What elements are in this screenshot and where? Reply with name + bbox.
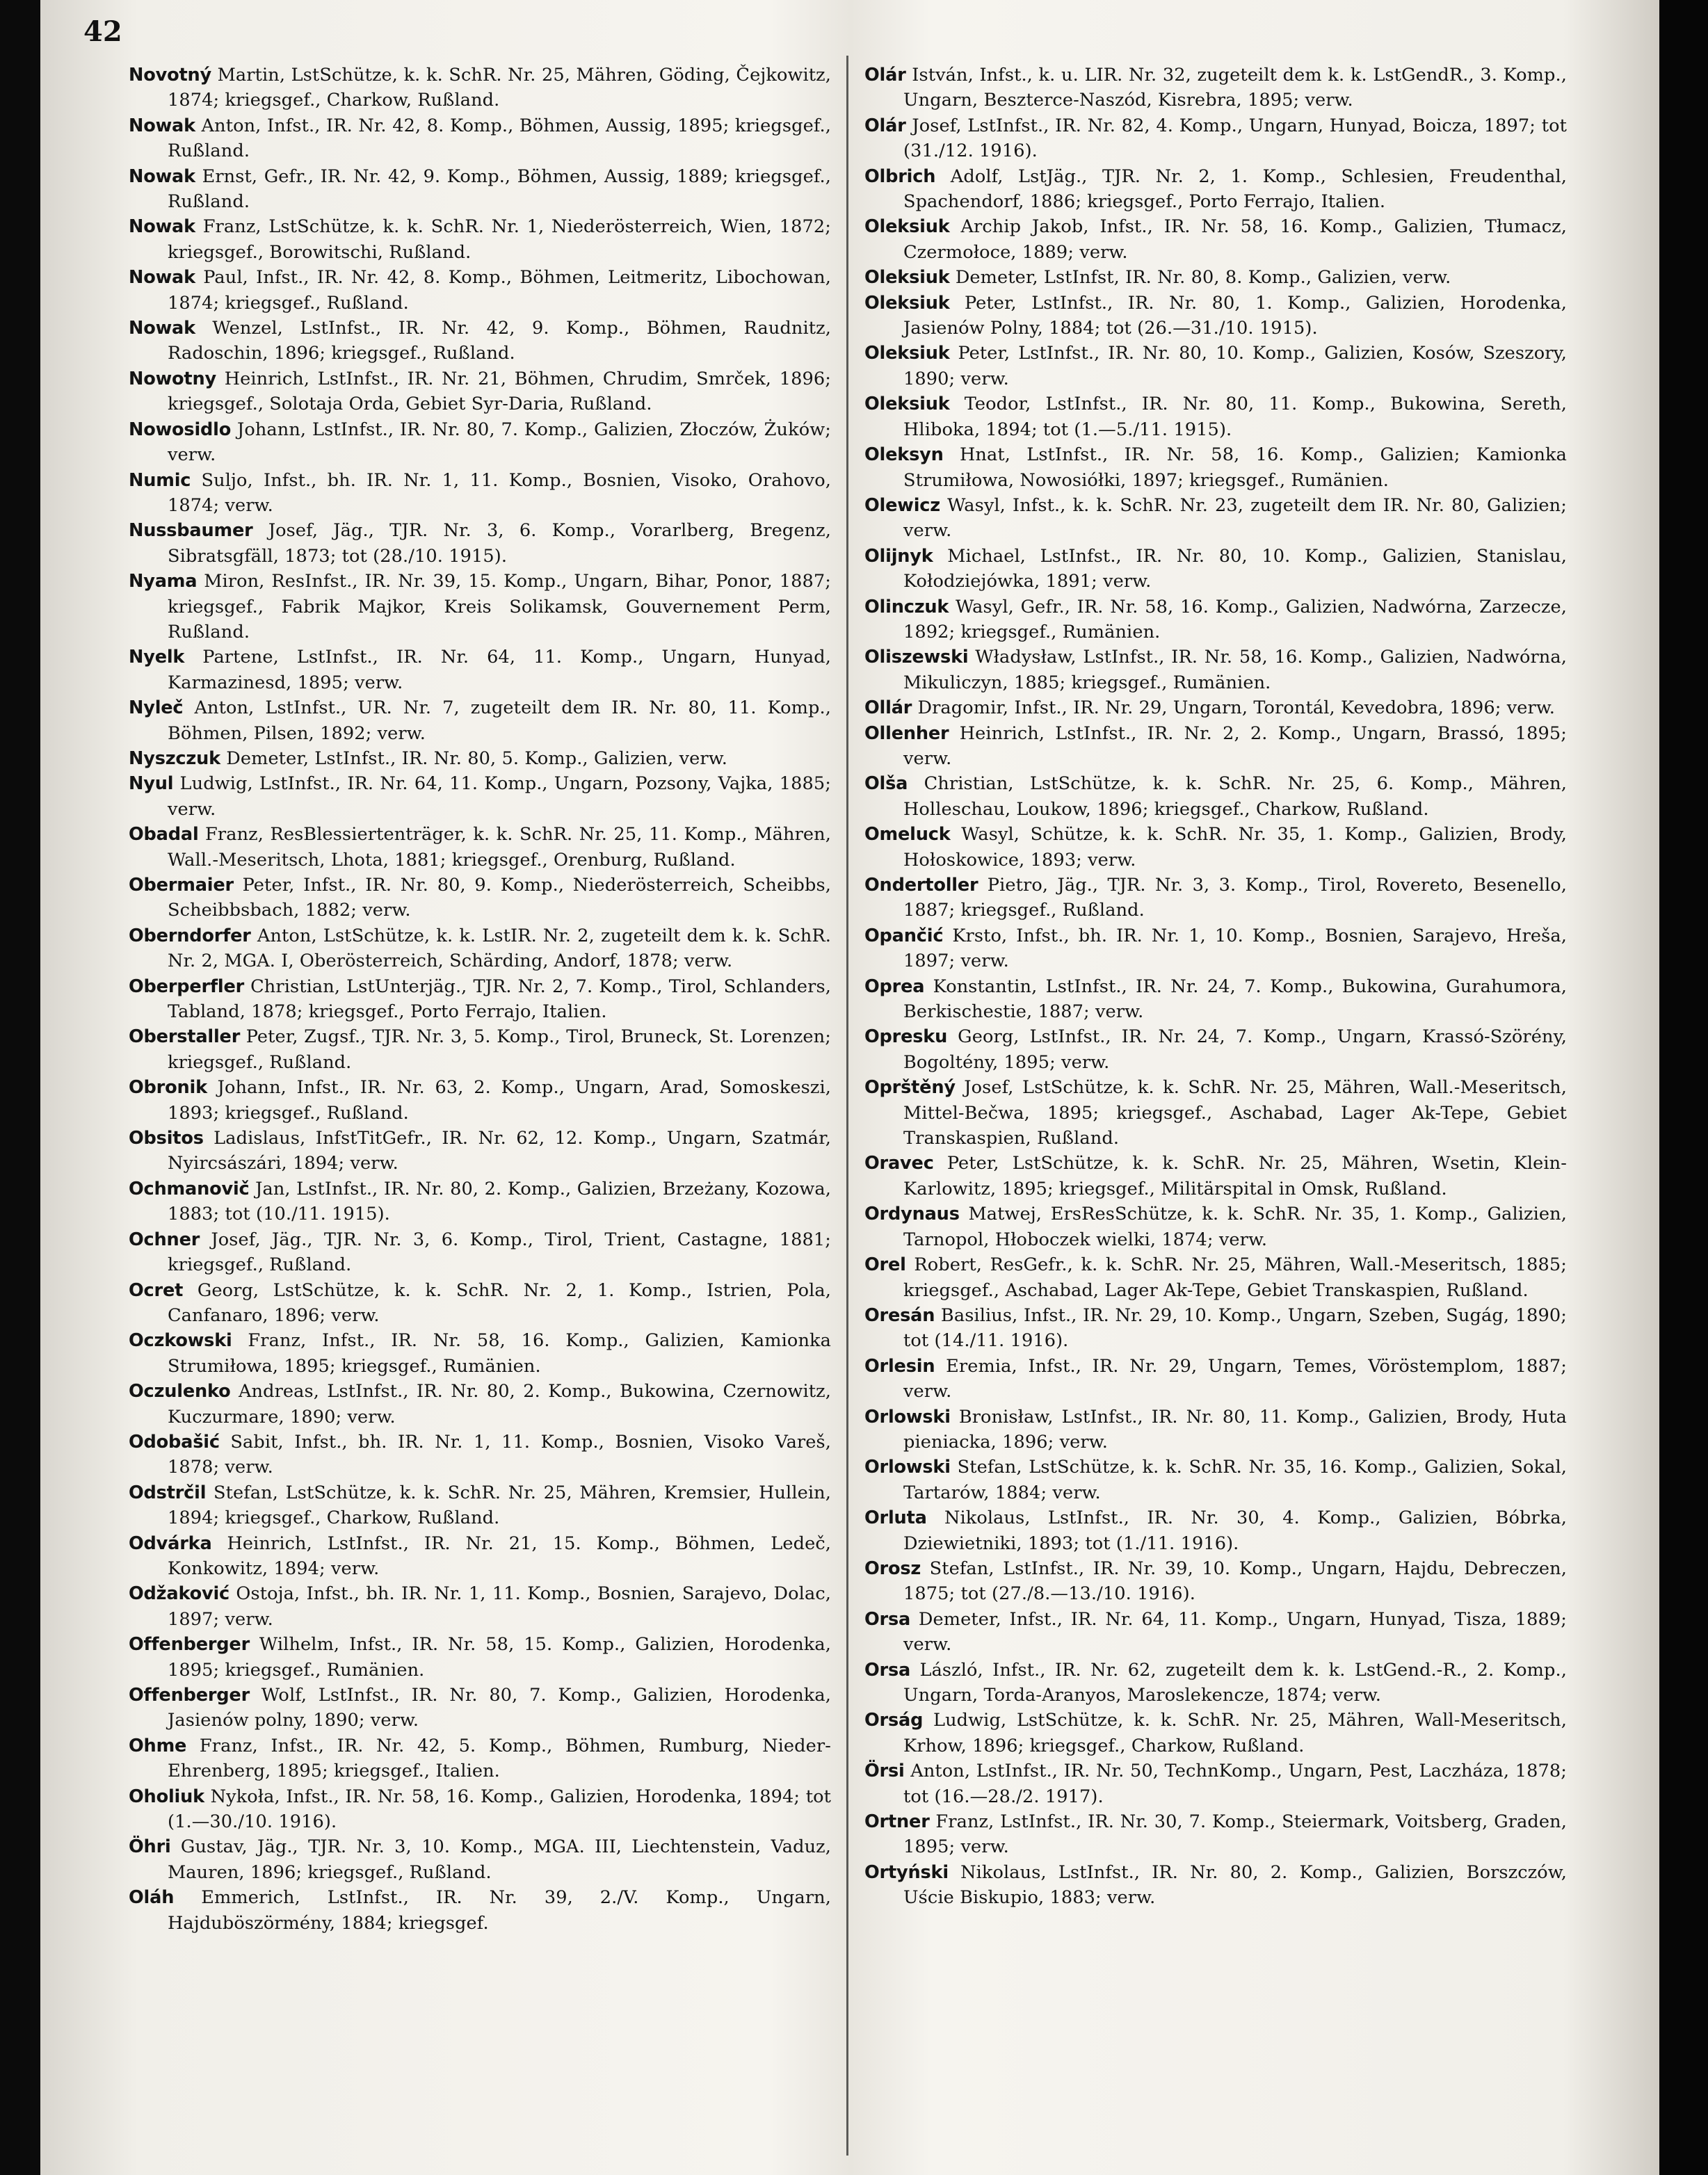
entry-details: Heinrich, LstInfst., IR. Nr. 21, 15. Komp., Böhmen, Ledeč, Konkowitz, 1894; verw. — [168, 1533, 831, 1579]
entry-details: Nikolaus, LstInfst., IR. Nr. 80, 2. Komp., Galizien, Borszczów, Uście Biskupio, 1883; verw. — [903, 1861, 1567, 1909]
entry-surname: Oholiuk — [129, 1786, 204, 1807]
entry-details: Bronisław, LstInfst., IR. Nr. 80, 11. Komp., Galizien, Brody, Huta pieniacka, 1896; verw. — [903, 1406, 1567, 1453]
entry-details: Josef, LstSchütze, k. k. SchR. Nr. 25, Mähren, Wall.-Meseritsch, Mittel-Bečwa, 1895; kriegsgef., Aschabad, Lager Ak-Tepe, Gebiet Transkaspien, Rußland. — [903, 1077, 1567, 1149]
entry-details: Matwej, ErsResSchütze, k. k. SchR. Nr. 35, 1. Komp., Galizien, Tarnopol, Hłoboczek wielki, 1874; verw. — [903, 1204, 1567, 1250]
entry-surname: Oleksiuk — [864, 216, 950, 238]
entry-surname: Orosz — [864, 1558, 921, 1579]
entry-surname: Ochner — [129, 1229, 200, 1250]
entry-details: Franz, LstSchütze, k. k. SchR. Nr. 1, Niederösterreich, Wien, 1872; kriegsgef., Borowitschi, Rußland. — [168, 216, 831, 263]
entry-details: Archip Jakob, Infst., IR. Nr. 58, 16. Komp., Galizien, Tłumacz, Czermołoce, 1889; verw. — [903, 216, 1567, 263]
entry-details: Basilius, Infst., IR. Nr. 29, 10. Komp., Ungarn, Szeben, Sugág, 1890; tot (14./11. 1916). — [903, 1304, 1567, 1352]
entry-surname: Orlowski — [864, 1406, 951, 1428]
entry-details: Wasyl, Gefr., IR. Nr. 58, 16. Komp., Galizien, Nadwórna, Zarzecze, 1892; kriegsgef., Rumänien. — [903, 596, 1567, 642]
entry-details: Emmerich, LstInfst., IR. Nr. 39, 2./V. Komp., Ungarn, Hajduböszörmény, 1884; kriegsgef. — [168, 1887, 831, 1934]
list-item — [129, 366, 831, 417]
list-item — [129, 1581, 831, 1632]
entry-surname: Ocret — [129, 1279, 184, 1301]
list-item — [129, 569, 831, 645]
entry-details: Sabit, Infst., bh. IR. Nr. 1, 11. Komp., Bosnien, Visoko Vareš, 1878; verw. — [168, 1431, 831, 1478]
entry-surname: Nowak — [129, 165, 195, 187]
list-item — [129, 316, 831, 366]
list-item — [129, 113, 831, 164]
scan-edge — [1659, 0, 1708, 2175]
list-item — [864, 1860, 1567, 1911]
entry-details: Michael, LstInfst., IR. Nr. 80, 10. Komp., Galizien, Stanislau, Kołodziejówka, 1891; verw. — [903, 545, 1567, 592]
list-item — [864, 544, 1567, 595]
entry-surname: Ohme — [129, 1735, 187, 1756]
left-column — [129, 63, 831, 1936]
list-item — [129, 1177, 831, 1227]
list-item — [129, 1075, 831, 1126]
list-item — [129, 1480, 831, 1531]
entry-details: Franz, Infst., IR. Nr. 42, 5. Komp., Böhmen, Rumburg, Nieder-Ehrenberg, 1895; kriegsgef., Italien. — [168, 1735, 831, 1782]
entry-details: Eremia, Infst., IR. Nr. 29, Ungarn, Temes, Vöröstemplom, 1887; verw. — [903, 1355, 1567, 1402]
entry-surname: Nyama — [129, 571, 198, 592]
entry-surname: Oliszewski — [864, 647, 969, 668]
list-item — [864, 214, 1567, 265]
entry-surname: Orlesin — [864, 1355, 935, 1377]
entry-surname: Opančić — [864, 925, 944, 946]
list-item — [864, 1607, 1567, 1658]
entry-details: Nykoła, Infst., IR. Nr. 58, 16. Komp., Galizien, Horodenka, 1894; tot (1.—30./10. 1916). — [168, 1786, 831, 1833]
list-item — [864, 1455, 1567, 1505]
entry-surname: Olijnyk — [864, 545, 933, 567]
list-item — [129, 1227, 831, 1278]
entry-surname: Nowak — [129, 115, 195, 136]
entry-details: Suljo, Infst., bh. IR. Nr. 1, 11. Komp., Bosnien, Visoko, Orahovo, 1874; verw. — [168, 469, 831, 516]
entry-surname: Obadal — [129, 824, 199, 846]
entry-surname: Odobašić — [129, 1431, 220, 1453]
entry-details: Robert, ResGefr., k. k. SchR. Nr. 25, Mähren, Wall.-Meseritsch, 1885; kriegsgef., Aschabad, Lager Ak-Tepe, Gebiet Transkaspien, Rußland. — [903, 1254, 1567, 1301]
entry-surname: Oczkowski — [129, 1330, 232, 1352]
entry-details: Wasyl, Infst., k. k. SchR. Nr. 23, zugeteilt dem IR. Nr. 80, Galizien; verw. — [903, 494, 1567, 542]
list-item — [129, 695, 831, 746]
entry-details: Ludwig, LstInfst., IR. Nr. 64, 11. Komp., Ungarn, Pozsony, Vajka, 1885; verw. — [168, 773, 831, 820]
entry-details: Wilhelm, Infst., IR. Nr. 58, 15. Komp., Galizien, Horodenka, 1895; kriegsgef., Rumänien. — [168, 1634, 831, 1681]
list-item — [129, 1733, 831, 1784]
entry-surname: Opresku — [864, 1026, 948, 1048]
list-item — [864, 1252, 1567, 1303]
entry-details: Miron, ResInfst., IR. Nr. 39, 15. Komp., Ungarn, Bihar, Ponor, 1887; kriegsgef., Fabrik Majkor, Kreis Solikamsk, Gouvernement Perm, Rußland. — [168, 571, 831, 642]
entry-details: Franz, Infst., IR. Nr. 58, 16. Komp., Galizien, Kamionka Strumiłowa, 1895; kriegsgef., Rumänien. — [168, 1330, 831, 1377]
entry-details: Paul, Infst., IR. Nr. 42, 8. Komp., Böhmen, Leitmeritz, Libochowan, 1874; kriegsgef., Rußland. — [168, 267, 831, 314]
entry-surname: Ochmanovič — [129, 1178, 250, 1199]
entry-details: Jan, LstInfst., IR. Nr. 80, 2. Komp., Galizien, Brzeżany, Kozowa, 1883; tot (10./11. 1915). — [168, 1178, 831, 1225]
list-item — [864, 645, 1567, 695]
list-item — [129, 1632, 831, 1683]
list-item — [864, 391, 1567, 442]
entry-details: Konstantin, LstInfst., IR. Nr. 24, 7. Komp., Bukowina, Gurahumora, Berkischestie, 1887; verw. — [903, 976, 1567, 1023]
list-item — [864, 1809, 1567, 1860]
entry-details: Johann, Infst., IR. Nr. 63, 2. Komp., Ungarn, Arad, Somoskeszi, 1893; kriegsgef., Rußland. — [168, 1077, 831, 1124]
entry-surname: Obronik — [129, 1077, 207, 1099]
list-item — [864, 595, 1567, 645]
entry-surname: Öhri — [129, 1836, 171, 1858]
entry-details: Władysław, LstInfst., IR. Nr. 58, 16. Komp., Galizien, Nadwórna, Mikuliczyn, 1885; kriegsgef., Rumänien. — [903, 647, 1567, 693]
entry-surname: Odžaković — [129, 1583, 229, 1605]
entry-details: Pietro, Jäg., TJR. Nr. 3, 3. Komp., Tirol, Rovereto, Besenello, 1887; kriegsgef., Rußland. — [903, 875, 1567, 921]
entry-details: Christian, LstUnterjäg., TJR. Nr. 2, 7. Komp., Tirol, Schlanders, Tabland, 1878; kriegsgef., Porto Ferrajo, Italien. — [168, 976, 831, 1023]
entry-details: Georg, LstSchütze, k. k. SchR. Nr. 2, 1. Komp., Istrien, Pola, Canfanaro, 1896; verw. — [168, 1279, 831, 1326]
entry-surname: Ollár — [864, 697, 912, 719]
list-item — [864, 1303, 1567, 1354]
entry-details: Gustav, Jäg., TJR. Nr. 3, 10. Komp., MGA. III, Liechtenstein, Vaduz, Mauren, 1896; kriegsgef., Rußland. — [168, 1836, 831, 1883]
entry-details: Anton, LstSchütze, k. k. LstIR. Nr. 2, zugeteilt dem k. k. SchR. Nr. 2, MGA. I, Oberösterreich, Schärding, Andorf, 1878; verw. — [168, 925, 831, 972]
list-item — [864, 695, 1567, 720]
entry-details: Hnat, LstInfst., IR. Nr. 58, 16. Komp., Galizien; Kamionka Strumiłowa, Nowosiółki, 1897; kriegsgef., Rumänien. — [903, 444, 1567, 491]
list-item — [129, 468, 831, 519]
entry-details: Anton, LstInfst., UR. Nr. 7, zugeteilt dem IR. Nr. 80, 11. Komp., Böhmen, Pilsen, 1892; verw. — [168, 697, 831, 744]
list-item — [129, 164, 831, 215]
list-item — [864, 442, 1567, 493]
entry-details: Ostoja, Infst., bh. IR. Nr. 1, 11. Komp., Bosnien, Sarajevo, Dolac, 1897; verw. — [168, 1583, 831, 1630]
list-item — [864, 771, 1567, 822]
entry-surname: Novotný — [129, 65, 212, 86]
list-item — [864, 63, 1567, 113]
column-divider — [846, 56, 848, 2156]
entry-surname: Ordynaus — [864, 1204, 960, 1225]
entry-details: István, Infst., k. u. LIR. Nr. 32, zugeteilt dem k. k. LstGendR., 3. Komp., Ungarn, Beszterce-Naszód, Kisrebra, 1895; verw. — [903, 65, 1567, 111]
entry-details: Andreas, LstInfst., IR. Nr. 80, 2. Komp., Bukowina, Czernowitz, Kuczurmare, 1890; verw. — [168, 1381, 831, 1428]
entry-details: Heinrich, LstInfst., IR. Nr. 2, 2. Komp., Ungarn, Brassó, 1895; verw. — [903, 722, 1567, 769]
entry-details: Georg, LstInfst., IR. Nr. 24, 7. Komp., Ungarn, Krassó-Szörény, Bogoltény, 1895; verw. — [903, 1026, 1567, 1073]
entry-surname: Nyelk — [129, 647, 185, 668]
entry-details: Christian, LstSchütze, k. k. SchR. Nr. 25, 6. Komp., Mähren, Holleschau, Loukow, 1896; kriegsgef., Charkow, Rußland. — [903, 773, 1567, 820]
list-item — [864, 1151, 1567, 1202]
list-item — [129, 1126, 831, 1177]
entry-surname: Oláh — [129, 1887, 175, 1909]
list-item — [129, 873, 831, 923]
list-item — [129, 1531, 831, 1582]
entry-details: Wasyl, Schütze, k. k. SchR. Nr. 35, 1. Komp., Galizien, Brody, Hołoskowice, 1893; verw. — [903, 824, 1567, 871]
list-item — [864, 1505, 1567, 1556]
entry-surname: Ortyński — [864, 1861, 949, 1883]
list-item — [129, 1379, 831, 1430]
list-item — [129, 974, 831, 1025]
entry-surname: Oleksiuk — [864, 267, 950, 289]
entry-surname: Orság — [864, 1710, 924, 1731]
entry-surname: Olewicz — [864, 494, 940, 516]
entry-details: Demeter, Infst., IR. Nr. 64, 11. Komp., Ungarn, Hunyad, Tisza, 1889; verw. — [903, 1608, 1567, 1656]
list-item — [864, 974, 1567, 1025]
entry-surname: Ollenher — [864, 722, 949, 744]
entry-surname: Offenberger — [129, 1634, 250, 1656]
entry-surname: Olár — [864, 115, 906, 136]
list-item — [864, 1405, 1567, 1455]
entry-details: Wenzel, LstInfst., IR. Nr. 42, 9. Komp., Böhmen, Raudnitz, Radoschin, 1896; kriegsgef., Rußland. — [168, 318, 831, 364]
entry-surname: Nowotny — [129, 368, 216, 389]
entry-details: Heinrich, LstInfst., IR. Nr. 21, Böhmen, Chrudim, Smrček, 1896; kriegsgef., Solotaja Orda, Gebiet Syr-Daria, Rußland. — [168, 368, 831, 415]
entry-surname: Oberndorfer — [129, 925, 251, 946]
list-item — [864, 1024, 1567, 1075]
list-item — [129, 645, 831, 695]
entry-details: Peter, LstInfst., IR. Nr. 80, 10. Komp., Galizien, Kosów, Szeszory, 1890; verw. — [903, 343, 1567, 389]
list-item — [129, 746, 831, 771]
entry-details: Krsto, Infst., bh. IR. Nr. 1, 10. Komp., Bosnien, Sarajevo, Hreša, 1897; verw. — [903, 925, 1567, 972]
entry-details: Anton, LstInfst., IR. Nr. 50, TechnKomp., Ungarn, Pest, Laczháza, 1878; tot (16.—28./2. 1917). — [903, 1761, 1567, 1807]
list-item — [864, 923, 1567, 974]
entry-surname: Oprea — [864, 976, 925, 997]
list-item — [864, 822, 1567, 873]
list-item — [864, 164, 1567, 215]
list-item — [129, 923, 831, 974]
list-item — [129, 1834, 831, 1885]
entry-surname: Orel — [864, 1254, 906, 1276]
entry-surname: Nyleč — [129, 697, 184, 719]
entry-details: Demeter, LstInfst, IR. Nr. 80, 8. Komp., Galizien, verw. — [955, 267, 1451, 289]
page-number: 42 — [83, 15, 122, 48]
entry-surname: Nowak — [129, 267, 195, 289]
entry-details: Nikolaus, LstInfst., IR. Nr. 30, 4. Komp., Galizien, Bóbrka, Dziewietniki, 1893; tot (1./11. 1916). — [903, 1507, 1567, 1554]
entry-surname: Nussbaumer — [129, 520, 253, 542]
list-item — [864, 113, 1567, 164]
list-item — [129, 1024, 831, 1075]
entry-details: Stefan, LstSchütze, k. k. SchR. Nr. 35, 16. Komp., Galizien, Sokal, Tartarów, 1884; verw. — [903, 1457, 1567, 1503]
entry-details: Teodor, LstInfst., IR. Nr. 80, 11. Komp., Bukowina, Sereth, Hliboka, 1894; tot (1.—5./11. 1915). — [903, 394, 1567, 440]
entry-surname: Oprštěný — [864, 1077, 956, 1099]
list-item — [129, 1885, 831, 1936]
entry-details: Dragomir, Infst., IR. Nr. 29, Ungarn, Torontál, Kevedobra, 1896; verw. — [917, 697, 1556, 719]
entry-surname: Oberperfler — [129, 976, 245, 997]
entry-details: Ernst, Gefr., IR. Nr. 42, 9. Komp., Böhmen, Aussig, 1889; kriegsgef., Rußland. — [168, 165, 831, 213]
entry-surname: Oczulenko — [129, 1381, 231, 1402]
list-item — [129, 771, 831, 822]
entry-details: Ladislaus, InfstTitGefr., IR. Nr. 62, 12. Komp., Ungarn, Szatmár, Nyircsászári, 1894; verw. — [168, 1128, 831, 1174]
right-column — [864, 63, 1567, 1911]
entry-details: Wolf, LstInfst., IR. Nr. 80, 7. Komp., Galizien, Horodenka, Jasienów polny, 1890; verw. — [168, 1685, 831, 1731]
entry-surname: Oleksyn — [864, 444, 944, 466]
list-item — [864, 1556, 1567, 1607]
entry-surname: Olár — [864, 65, 906, 86]
entry-surname: Nowak — [129, 216, 195, 238]
list-item — [864, 1075, 1567, 1151]
entry-details: Franz, ResBlessiertenträger, k. k. SchR. Nr. 25, 11. Komp., Mähren, Wall.-Meseritsch, Lhota, 1881; kriegsgef., Orenburg, Rußland. — [168, 824, 831, 871]
list-item — [864, 493, 1567, 544]
entry-details: Josef, Jäg., TJR. Nr. 3, 6. Komp., Vorarlberg, Bregenz, Sibratsgfäll, 1873; tot (28./10. 1915). — [168, 520, 831, 567]
entry-surname: Nyul — [129, 773, 174, 795]
list-item — [864, 1202, 1567, 1252]
entry-surname: Ondertoller — [864, 875, 978, 896]
list-item — [129, 1328, 831, 1379]
list-item — [129, 265, 831, 316]
entry-surname: Orsa — [864, 1659, 911, 1681]
entry-surname: Nowosidlo — [129, 419, 232, 440]
entry-details: Demeter, LstInfst., IR. Nr. 80, 5. Komp., Galizien, verw. — [226, 747, 727, 769]
entry-surname: Nowak — [129, 318, 195, 339]
entry-surname: Orsa — [864, 1608, 911, 1630]
entry-surname: Oleksiuk — [864, 394, 950, 415]
list-item — [864, 873, 1567, 923]
entry-surname: Orlowski — [864, 1457, 951, 1478]
list-item — [129, 63, 831, 113]
entry-surname: Oleksiuk — [864, 343, 950, 364]
entry-surname: Obermaier — [129, 875, 234, 896]
entry-surname: Orluta — [864, 1507, 927, 1529]
list-item — [864, 291, 1567, 341]
list-item — [864, 721, 1567, 772]
entry-details: Peter, Zugsf., TJR. Nr. 3, 5. Komp., Tirol, Bruneck, St. Lorenzen; kriegsgef., Rußland. — [168, 1026, 831, 1073]
entry-surname: Oresán — [864, 1304, 935, 1326]
entry-surname: Oravec — [864, 1153, 934, 1174]
entry-details: Ludwig, LstSchütze, k. k. SchR. Nr. 25, Mähren, Wall-Meseritsch, Krhow, 1896; kriegsgef., Charkow, Rußland. — [903, 1710, 1567, 1756]
entry-surname: Odstrčil — [129, 1482, 207, 1503]
entry-details: Peter, LstInfst., IR. Nr. 80, 1. Komp., Galizien, Horodenka, Jasienów Polny, 1884; tot (26.—31./10. 1915). — [903, 292, 1567, 339]
entry-surname: Offenberger — [129, 1685, 250, 1706]
entry-details: László, Infst., IR. Nr. 62, zugeteilt dem k. k. LstGend.-R., 2. Komp., Ungarn, Torda-Aranyos, Maroslekencze, 1874; verw. — [903, 1659, 1567, 1706]
list-item — [864, 1758, 1567, 1809]
entry-details: Adolf, LstJäg., TJR. Nr. 2, 1. Komp., Schlesien, Freudenthal, Spachendorf, 1886; kriegsgef., Porto Ferrajo, Italien. — [903, 165, 1567, 213]
entry-details: Martin, LstSchütze, k. k. SchR. Nr. 25, Mähren, Göding, Čejkowitz, 1874; kriegsgef., Charkow, Rußland. — [168, 65, 831, 111]
entry-surname: Olinczuk — [864, 596, 949, 617]
list-item — [129, 1278, 831, 1329]
entry-details: Stefan, LstInfst., IR. Nr. 39, 10. Komp., Ungarn, Hajdu, Debreczen, 1875; tot (27./8.—13./10. 1916). — [903, 1558, 1567, 1605]
entry-details: Johann, LstInfst., IR. Nr. 80, 7. Komp., Galizien, Złoczów, Żuków; verw. — [168, 419, 831, 466]
entry-surname: Ortner — [864, 1811, 930, 1833]
entry-surname: Oleksiuk — [864, 292, 950, 314]
list-item — [864, 341, 1567, 391]
entry-surname: Nyszczuk — [129, 747, 220, 769]
list-item — [129, 1784, 831, 1835]
list-item — [864, 1354, 1567, 1405]
entry-details: Peter, LstSchütze, k. k. SchR. Nr. 25, Mähren, Wsetin, Klein-Karlowitz, 1895; kriegsgef., Militärspital in Omsk, Rußland. — [903, 1153, 1567, 1199]
list-item — [864, 1708, 1567, 1758]
entry-details: Anton, Infst., IR. Nr. 42, 8. Komp., Böhmen, Aussig, 1895; kriegsgef., Rußland. — [168, 115, 831, 162]
list-item — [129, 1683, 831, 1733]
entry-details: Franz, LstInfst., IR. Nr. 30, 7. Komp., Steiermark, Voitsberg, Graden, 1895; verw. — [903, 1811, 1567, 1858]
entry-surname: Obsitos — [129, 1128, 204, 1149]
list-item — [129, 518, 831, 569]
entry-details: Josef, Jäg., TJR. Nr. 3, 6. Komp., Tirol, Trient, Castagne, 1881; kriegsgef., Rußland. — [168, 1229, 831, 1276]
entry-surname: Oberstaller — [129, 1026, 241, 1048]
list-item — [129, 417, 831, 468]
list-item — [864, 265, 1567, 290]
list-item — [864, 1658, 1567, 1708]
entry-surname: Odvárka — [129, 1533, 212, 1554]
entry-surname: Omeluck — [864, 824, 951, 846]
entry-surname: Örsi — [864, 1761, 905, 1782]
list-item — [129, 822, 831, 873]
entry-details: Partene, LstInfst., IR. Nr. 64, 11. Komp., Ungarn, Hunyad, Karmazinesd, 1895; verw. — [168, 647, 831, 693]
list-item — [129, 214, 831, 265]
entry-details: Josef, LstInfst., IR. Nr. 82, 4. Komp., Ungarn, Hunyad, Boicza, 1897; tot (31./12. 1916). — [903, 115, 1567, 162]
entry-details: Peter, Infst., IR. Nr. 80, 9. Komp., Niederösterreich, Scheibbs, Scheibbsbach, 1882; verw. — [168, 875, 831, 921]
entry-surname: Olbrich — [864, 165, 936, 187]
entry-details: Stefan, LstSchütze, k. k. SchR. Nr. 25, Mähren, Kremsier, Hullein, 1894; kriegsgef., Charkow, Rußland. — [168, 1482, 831, 1529]
list-item — [129, 1430, 831, 1480]
entry-surname: Olša — [864, 773, 908, 795]
entry-surname: Numic — [129, 469, 191, 491]
